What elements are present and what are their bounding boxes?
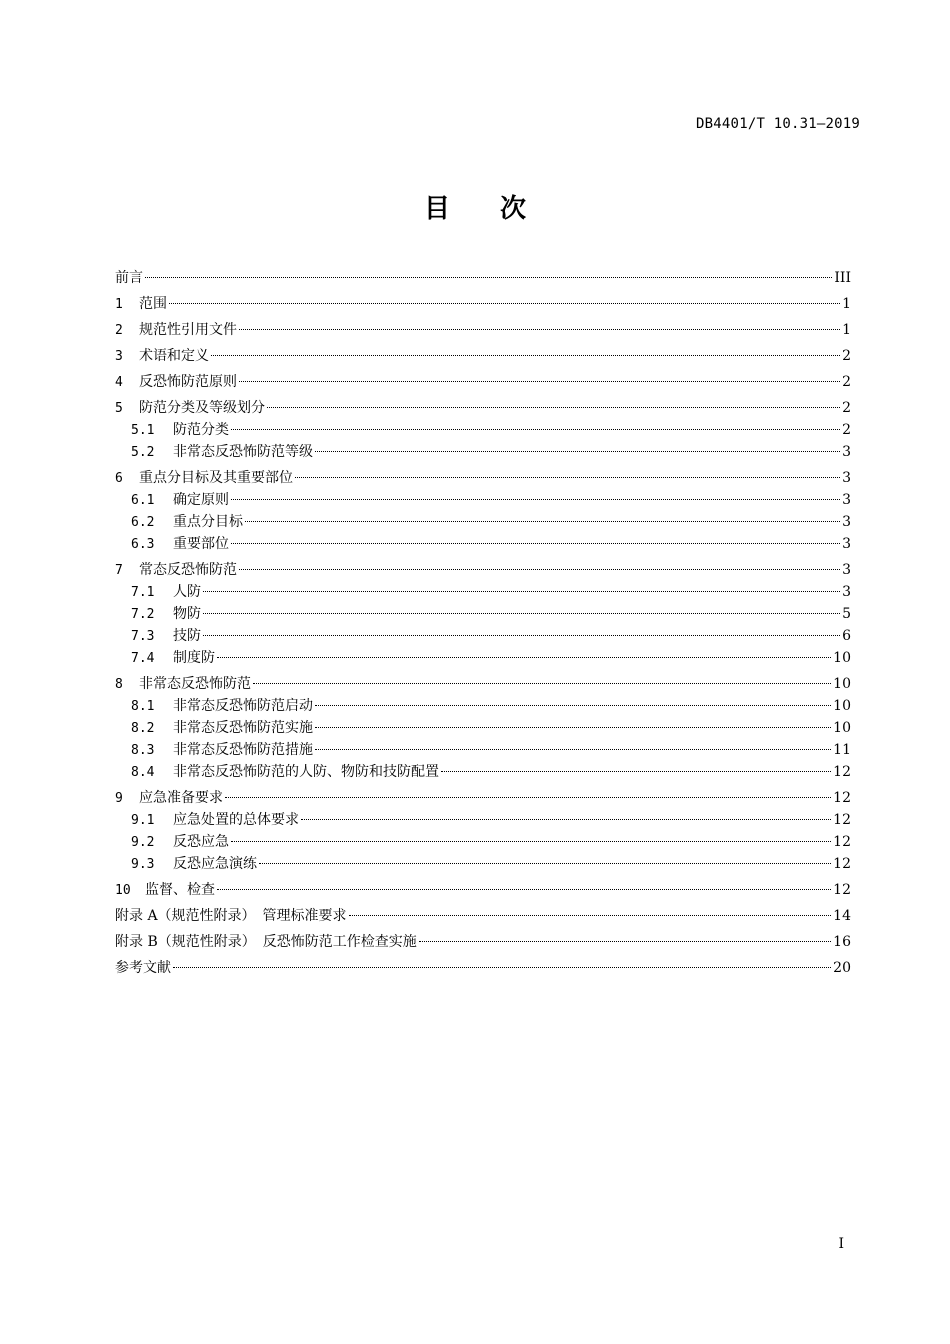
- toc-entry-page: 3: [842, 492, 851, 508]
- toc-entry-page: 12: [833, 812, 851, 828]
- toc-dot-leader: [239, 329, 840, 330]
- toc-entry[interactable]: [115, 787, 851, 809]
- toc-entry-title: 防范分类: [173, 422, 229, 438]
- toc-entry[interactable]: [115, 397, 851, 419]
- table-of-contents: [115, 267, 851, 979]
- toc-entry-page: 2: [842, 374, 851, 390]
- toc-entry-page: 1: [842, 322, 851, 338]
- toc-entry-title: 非常态反恐怖防范的人防、物防和技防配置: [173, 764, 439, 780]
- toc-entry-title: 人防: [173, 584, 201, 600]
- toc-dot-leader: [253, 683, 831, 684]
- toc-dot-leader: [203, 635, 840, 636]
- toc-entry-title: 防范分类及等级划分: [139, 400, 265, 416]
- toc-entry-page: 12: [833, 834, 851, 850]
- toc-entry-title: 规范性引用文件: [139, 322, 237, 338]
- toc-entry[interactable]: [115, 559, 851, 581]
- toc-entry-page: 10: [833, 698, 851, 714]
- toc-dot-leader: [169, 303, 840, 304]
- toc-entry-number: 5.1: [131, 423, 155, 438]
- toc-entry-title: 前言: [115, 270, 143, 286]
- toc-entry-number: 5: [115, 401, 123, 416]
- document-code: DB4401/T 10.31—2019: [696, 116, 860, 132]
- toc-entry-number: 3: [115, 349, 123, 364]
- toc-entry-title: 范围: [139, 296, 167, 312]
- toc-dot-leader: [217, 657, 831, 658]
- toc-entry-title: 反恐怖防范原则: [139, 374, 237, 390]
- toc-dot-leader: [231, 429, 840, 430]
- toc-entry-page: 10: [833, 720, 851, 736]
- toc-entry[interactable]: [115, 581, 851, 603]
- toc-dot-leader: [231, 499, 840, 500]
- toc-entry-title: 反恐应急: [173, 834, 229, 850]
- toc-entry[interactable]: [115, 267, 851, 289]
- toc-entry-title: 重要部位: [173, 536, 229, 552]
- toc-entry[interactable]: [115, 441, 851, 463]
- toc-entry-number: 8: [115, 677, 123, 692]
- toc-entry[interactable]: [115, 293, 851, 315]
- toc-dot-leader: [245, 521, 840, 522]
- toc-entry[interactable]: [115, 489, 851, 511]
- toc-entry-page: 3: [842, 584, 851, 600]
- toc-entry-page: 16: [833, 934, 851, 950]
- toc-entry-page: 12: [833, 764, 851, 780]
- toc-entry-title: 非常态反恐怖防范启动: [173, 698, 313, 714]
- toc-entry-page: 20: [833, 960, 851, 976]
- toc-dot-leader: [259, 863, 831, 864]
- toc-entry[interactable]: [115, 511, 851, 533]
- toc-entry-title: 反恐应急演练: [173, 856, 257, 872]
- toc-entry-page: 10: [833, 650, 851, 666]
- toc-entry-title: 应急准备要求: [139, 790, 223, 806]
- toc-entry[interactable]: [115, 761, 851, 783]
- toc-entry[interactable]: [115, 467, 851, 489]
- toc-dot-leader: [231, 841, 831, 842]
- toc-entry-page: 3: [842, 470, 851, 486]
- toc-entry[interactable]: [115, 809, 851, 831]
- toc-entry[interactable]: [115, 905, 851, 927]
- toc-dot-leader: [203, 613, 840, 614]
- toc-entry-title: 非常态反恐怖防范实施: [173, 720, 313, 736]
- toc-entry-page: III: [834, 270, 851, 286]
- toc-entry-page: 2: [842, 348, 851, 364]
- toc-entry-title: 确定原则: [173, 492, 229, 508]
- toc-dot-leader: [315, 749, 831, 750]
- toc-entry-number: 2: [115, 323, 123, 338]
- toc-entry-page: 3: [842, 514, 851, 530]
- toc-dot-leader: [301, 819, 831, 820]
- toc-entry-number: 9: [115, 791, 123, 806]
- toc-dot-leader: [173, 967, 831, 968]
- toc-entry[interactable]: [115, 739, 851, 761]
- toc-entry[interactable]: [115, 319, 851, 341]
- toc-entry-number: 10: [115, 883, 131, 898]
- toc-entry-number: 7.1: [131, 585, 155, 600]
- toc-dot-leader: [441, 771, 831, 772]
- toc-entry[interactable]: [115, 345, 851, 367]
- toc-entry-title: 非常态反恐怖防范: [139, 676, 251, 692]
- toc-entry-title: 附录 B（规范性附录） 反恐怖防范工作检查实施: [115, 934, 417, 950]
- toc-entry-page: 12: [833, 790, 851, 806]
- toc-entry-number: 7.2: [131, 607, 155, 622]
- toc-entry-title: 非常态反恐怖防范措施: [173, 742, 313, 758]
- toc-entry-title: 附录 A（规范性附录） 管理标准要求: [115, 908, 347, 924]
- toc-entry-title: 非常态反恐怖防范等级: [173, 444, 313, 460]
- toc-dot-leader: [315, 705, 831, 706]
- toc-entry-page: 5: [842, 606, 851, 622]
- toc-entry-number: 5.2: [131, 445, 155, 460]
- toc-entry-page: 12: [833, 882, 851, 898]
- toc-entry-title: 重点分目标: [173, 514, 243, 530]
- toc-entry[interactable]: [115, 879, 851, 901]
- toc-dot-leader: [203, 591, 840, 592]
- toc-dot-leader: [315, 727, 831, 728]
- toc-entry-number: 6.1: [131, 493, 155, 508]
- toc-entry[interactable]: [115, 625, 851, 647]
- toc-entry-title: 重点分目标及其重要部位: [139, 470, 293, 486]
- toc-entry-page: 6: [842, 628, 851, 644]
- toc-entry-page: 2: [842, 422, 851, 438]
- toc-entry-page: 3: [842, 444, 851, 460]
- toc-entry-title: 物防: [173, 606, 201, 622]
- toc-entry-number: 8.1: [131, 699, 155, 714]
- toc-entry[interactable]: [115, 695, 851, 717]
- toc-entry-number: 9.1: [131, 813, 155, 828]
- toc-entry-title: 应急处置的总体要求: [173, 812, 299, 828]
- toc-entry[interactable]: [115, 831, 851, 853]
- toc-dot-leader: [349, 915, 832, 916]
- footer-page-number: I: [838, 1236, 844, 1252]
- toc-entry-number: 9.3: [131, 857, 155, 872]
- toc-entry[interactable]: [115, 931, 851, 953]
- toc-entry-number: 7.3: [131, 629, 155, 644]
- toc-entry-page: 3: [842, 536, 851, 552]
- toc-dot-leader: [145, 277, 832, 278]
- toc-entry-title: 技防: [173, 628, 201, 644]
- toc-entry[interactable]: [115, 419, 851, 441]
- toc-dot-leader: [239, 569, 840, 570]
- toc-dot-leader: [267, 407, 840, 408]
- toc-entry[interactable]: [115, 647, 851, 669]
- toc-entry-title: 术语和定义: [139, 348, 209, 364]
- toc-entry-title: 常态反恐怖防范: [139, 562, 237, 578]
- toc-entry-page: 11: [833, 742, 851, 758]
- page-title: 目次: [423, 194, 576, 224]
- toc-entry-number: 8.3: [131, 743, 155, 758]
- toc-dot-leader: [419, 941, 831, 942]
- toc-entry[interactable]: [115, 957, 851, 979]
- toc-entry-page: 10: [833, 676, 851, 692]
- toc-entry-title: 制度防: [173, 650, 215, 666]
- toc-entry-page: 14: [833, 908, 851, 924]
- toc-entry[interactable]: [115, 603, 851, 625]
- toc-entry[interactable]: [115, 673, 851, 695]
- toc-entry-number: 6.3: [131, 537, 155, 552]
- toc-entry-page: 1: [842, 296, 851, 312]
- toc-entry[interactable]: [115, 717, 851, 739]
- toc-dot-leader: [315, 451, 840, 452]
- toc-dot-leader: [225, 797, 831, 798]
- toc-entry-number: 8.4: [131, 765, 155, 780]
- toc-entry-title: 监督、检查: [145, 882, 215, 898]
- toc-entry-page: 2: [842, 400, 851, 416]
- toc-entry[interactable]: [115, 533, 851, 555]
- toc-dot-leader: [295, 477, 840, 478]
- toc-dot-leader: [231, 543, 840, 544]
- toc-entry-number: 6.2: [131, 515, 155, 530]
- toc-entry[interactable]: [115, 371, 851, 393]
- toc-entry-number: 7.4: [131, 651, 155, 666]
- toc-entry-number: 7: [115, 563, 123, 578]
- toc-dot-leader: [217, 889, 831, 890]
- toc-entry-page: 12: [833, 856, 851, 872]
- toc-entry[interactable]: [115, 853, 851, 875]
- toc-entry-number: 1: [115, 297, 123, 312]
- toc-entry-number: 6: [115, 471, 123, 486]
- toc-entry-number: 8.2: [131, 721, 155, 736]
- toc-entry-page: 3: [842, 562, 851, 578]
- toc-entry-number: 4: [115, 375, 123, 390]
- toc-entry-title: 参考文献: [115, 960, 171, 976]
- toc-dot-leader: [239, 381, 840, 382]
- toc-dot-leader: [211, 355, 840, 356]
- toc-entry-number: 9.2: [131, 835, 155, 850]
